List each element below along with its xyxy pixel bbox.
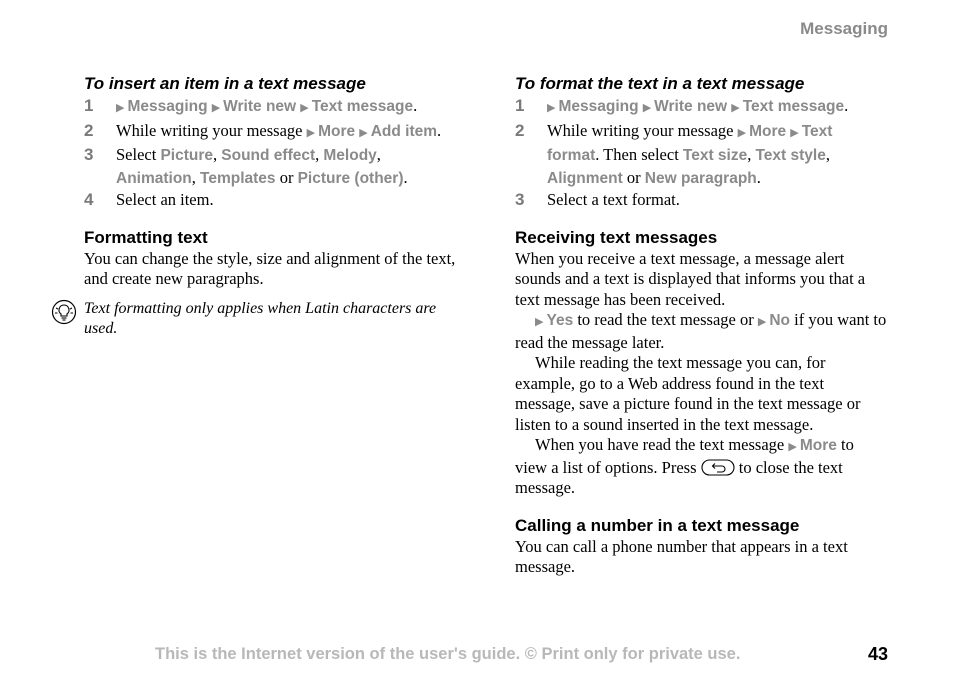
- insert-item-steps: [84, 95, 456, 211]
- arrow-icon: ▶: [547, 102, 556, 114]
- step-item: [84, 95, 456, 120]
- arrow-icon: ▶: [731, 102, 740, 114]
- menu-option: New paragraph: [644, 169, 757, 187]
- menu-option: Alignment: [547, 169, 623, 187]
- format-text-heading: To format the text in a text message: [515, 74, 805, 93]
- step-text: Select an item.: [116, 190, 214, 209]
- step-number: 2: [84, 120, 94, 140]
- receiving-options: [515, 310, 887, 353]
- menu-option: Text style: [755, 147, 826, 164]
- arrow-icon: ▶: [788, 441, 797, 453]
- step-text: While writing your message: [116, 120, 303, 140]
- menu-path-item: Add item: [370, 122, 438, 140]
- step-item: [515, 95, 887, 120]
- formatting-heading: Formatting text: [84, 227, 208, 247]
- step-number: 2: [515, 120, 525, 140]
- punctuation: .: [756, 167, 761, 187]
- after-reading-body: [515, 435, 887, 499]
- step-number: 1: [515, 96, 525, 115]
- arrow-icon: ▶: [790, 126, 799, 139]
- no-option: No: [769, 312, 790, 329]
- arrow-icon: ▶: [300, 102, 309, 114]
- arrow-icon: ▶: [757, 316, 767, 328]
- step-item: 2 While writing your message ▶ More ▶ Text format. Then select Text size, Text style, Alignment or New paragraph.: [515, 120, 833, 187]
- step-item: 3 Select Picture, Sound effect, Melody, Animation, Templates or Picture (other).: [84, 145, 408, 187]
- menu-path-item: Write new: [654, 98, 728, 115]
- menu-option: Templates: [200, 169, 276, 187]
- arrow-icon: ▶: [211, 102, 221, 114]
- left-column: [84, 73, 456, 340]
- punctuation: .: [403, 167, 408, 187]
- punctuation: .: [844, 96, 849, 115]
- footer-notice: This is the Internet version of the user's guide. © Print only for private use.: [155, 645, 741, 663]
- section-header: Messaging: [800, 19, 888, 38]
- menu-option: Picture (other): [297, 169, 404, 187]
- menu-option: Picture: [160, 147, 214, 164]
- menu-path-item: More: [318, 122, 356, 140]
- step-number: 1: [84, 96, 94, 115]
- body-fragment: if you want to read the message later.: [515, 310, 887, 352]
- menu-option: Animation: [116, 169, 192, 187]
- page-number: 43: [867, 644, 888, 664]
- punctuation: .: [437, 120, 442, 140]
- step-text: . Then select: [595, 145, 679, 164]
- menu-path-item: Text message: [311, 98, 414, 115]
- menu-path-item: Text message: [742, 98, 845, 115]
- format-text-steps: [515, 95, 887, 211]
- menu-path-item: Messaging: [127, 98, 208, 115]
- yes-option: Yes: [546, 312, 574, 329]
- receiving-heading: Receiving text messages: [515, 227, 718, 247]
- menu-path-item: Write new: [223, 98, 297, 115]
- tip-text: Text formatting only applies when Latin characters are used.: [84, 299, 437, 337]
- step-item: [84, 120, 456, 145]
- menu-option: Sound effect: [221, 147, 316, 164]
- step-number: 3: [84, 145, 94, 164]
- calling-body: You can call a phone number that appears in a text message.: [515, 536, 848, 576]
- tip-lightbulb-icon: [51, 299, 77, 325]
- step-text: or: [279, 167, 294, 187]
- arrow-icon: ▶: [642, 102, 652, 114]
- step-item: [84, 189, 456, 211]
- tip-note: [84, 299, 456, 340]
- menu-path-item: More: [749, 122, 787, 140]
- more-option: More: [799, 437, 837, 454]
- arrow-icon: ▶: [737, 126, 747, 139]
- menu-path-item: Messaging: [558, 98, 639, 115]
- formatting-body: You can change the style, size and alignment of the text, and create new paragraphs.: [84, 248, 456, 288]
- step-text: or: [626, 167, 641, 187]
- step-number: 4: [84, 190, 94, 209]
- reading-body: While reading the text message you can, for example, go to a Web address found in the text message, save a picture found in the text message or listen to a sound inserted in the text message.: [515, 353, 861, 434]
- back-key-icon: [701, 459, 735, 476]
- body-fragment: When you have read the text message: [535, 435, 785, 454]
- menu-option: Melody: [323, 147, 377, 164]
- step-text: Select: [116, 145, 157, 164]
- arrow-icon: ▶: [116, 102, 125, 114]
- insert-item-heading: To insert an item in a text message: [84, 74, 366, 93]
- menu-option: Text size: [682, 147, 748, 164]
- menu-path-item: Text format: [547, 122, 833, 164]
- punctuation: .: [413, 96, 418, 115]
- arrow-icon: ▶: [306, 126, 316, 139]
- calling-heading: Calling a number in a text message: [515, 515, 800, 535]
- step-item: [515, 189, 887, 211]
- body-fragment: to view a list of options. Press: [515, 435, 854, 477]
- step-text: Select a text format.: [547, 190, 680, 209]
- body-fragment: to read the text message or: [577, 310, 754, 329]
- receiving-body: When you receive a text message, a message alert sounds and a text is displayed that informs you that a text message has been received.: [515, 248, 866, 309]
- arrow-icon: ▶: [359, 126, 368, 139]
- body-fragment: to close the text message.: [515, 457, 843, 497]
- step-text: While writing your message: [547, 120, 734, 140]
- step-number: 3: [515, 190, 525, 209]
- arrow-icon: ▶: [535, 316, 544, 328]
- right-column: [515, 73, 887, 578]
